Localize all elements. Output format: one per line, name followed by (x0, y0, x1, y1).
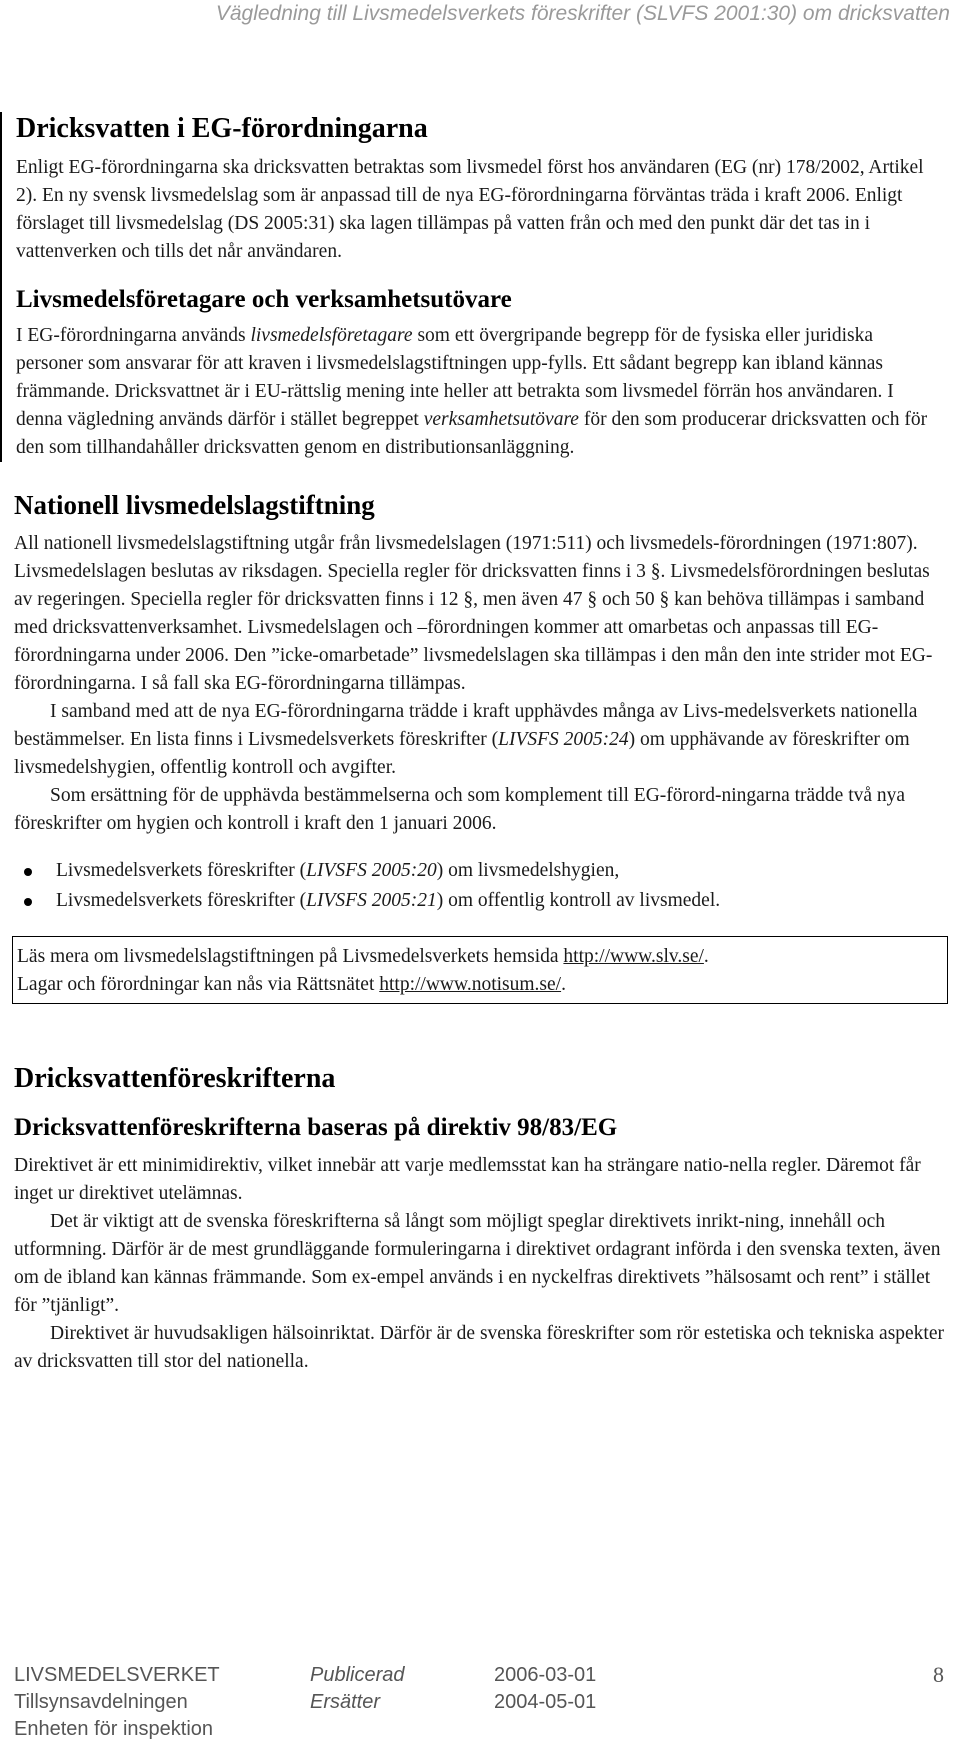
text-run: I EG-förordningarna används (16, 325, 251, 346)
section-eg-regulations (0, 112, 944, 462)
department: Tillsynsavdelningen (14, 1691, 188, 1713)
section-title: Nationell livsmedelslagstiftning (14, 490, 375, 520)
text-run: I samband med att de nya EG-förordningarna trädde i kraft upphävdes många av Livs-medelsverkets nationella bestämmelser. En lista finns i Livsmedelsverkets föreskrifter ( (14, 701, 918, 750)
published-label: Publicerad (310, 1664, 405, 1686)
page-number: 8 (933, 1662, 944, 1687)
bullet-icon (24, 868, 32, 876)
bullet-list (14, 856, 944, 916)
running-header (0, 2, 960, 26)
paragraph: Som ersättning för de upphävda bestämmelserna och som komplement till EG-förord-ningarna trädde två nya föreskrifter om hygien och kontroll i kraft den 1 januari 2006. (14, 785, 906, 834)
replaces-label: Ersätter (310, 1691, 381, 1713)
running-title: Vägledning till Livsmedelsverkets föreskrifter (SLVFS 2001:30) om dricksvatten (215, 2, 950, 25)
section-title: Dricksvatten i EG-förordningarna (16, 113, 428, 144)
bullet-icon (24, 898, 32, 906)
paragraph (16, 322, 944, 462)
text-run: ) om upphävande av föreskrifter om livsmedelshygien, offentlig kontroll och avgifter. (14, 729, 910, 778)
main-content (14, 112, 944, 1376)
slv-link[interactable]: http://www.slv.se/ (563, 946, 704, 967)
info-box (12, 936, 948, 1004)
info-line: Läs mera om livsmedelslagstiftningen på Livsmedelsverkets hemsida http://www.slv.se/. (17, 946, 709, 967)
page-footer (14, 1662, 944, 1748)
section-title: Livsmedelsföretagare och verksamhetsutövare (16, 286, 512, 313)
paragraph: Enligt EG-förordningarna ska dricksvatten betraktas som livsmedel först hos användaren (EG (nr) 178/2002, Artikel 2). En ny svensk livsmedelslag som är anpassad till de nya EG-förordningarna förväntas träda i kraft 2006. Enligt förslaget till livsmedelslag (DS 2005:31) ska lagen tillämpas på vatten från och med den punkt där det tas in i vattenverken och tills det når användaren. (16, 157, 924, 262)
paragraph: Direktivet är huvudsakligen hälsoinriktat. Därför är de svenska föreskrifter som rör estetiska och tekniska aspekter av dricksvatten till stor del nationella. (14, 1323, 945, 1372)
footer-dates (494, 1662, 596, 1716)
footer-org-block (14, 1662, 220, 1743)
section-title: Dricksvattenföreskrifterna baseras på direktiv 98/83/EG (14, 1114, 618, 1141)
org-name: LIVSMEDELSVERKET (14, 1664, 220, 1686)
notisum-link[interactable]: http://www.notisum.se/ (379, 974, 562, 995)
emphasis-term: LIVSFS 2005:24 (498, 729, 629, 750)
list-item: Livsmedelsverkets föreskrifter (LIVSFS 2005:21) om offentlig kontroll av livsmedel. (14, 886, 944, 916)
section-title: Dricksvattenföreskrifterna (14, 1063, 336, 1094)
footer-labels (310, 1662, 405, 1716)
paragraph: Det är viktigt att de svenska föreskrifterna så långt som möjligt speglar direktivets inrikt-ning, innehåll och utformning. Därför är de mest grundläggande formuleringarna i direktivet ordagrant införda i den svenska texten, även om de ibland kan kännas främmande. Som ex-empel används i en nyckelfras direktivets ”hälsosamt och rent” i stället för ”tjänligt”. (14, 1211, 941, 1316)
list-item: Livsmedelsverkets föreskrifter (LIVSFS 2005:20) om livsmedelshygien, (14, 856, 944, 886)
paragraph: All nationell livsmedelslagstiftning utgår från livsmedelslagen (1971:511) och livsmedels-förordningen (1971:807). Livsmedelslagen beslutas av riksdagen. Speciella regler för dricksvatten finns i 3 §. Livsmedelsförordningen beslutas av regeringen. Speciella regler för dricksvatten finns i 12 §, men även 47 § och 50 § kan behöva tillämpas i samband med dricksvattenverksamhet. Livsmedelslagen och –förordningen kommer att omarbetas och anpassas till EG-förordningarna under 2006. Den ”icke-omarbetade” livsmedelslagen ska tillämpas i den mån den inte strider mot EG-förordningarna. I så fall ska EG-förordningarna tillämpas. (14, 533, 933, 694)
info-line: Lagar och förordningar kan nås via Rättsnätet http://www.notisum.se/. (17, 974, 566, 995)
text-run: som ett övergripande begrepp för de fysiska eller juridiska personer som ansvarar för att kraven i livsmedelslagstiftningen upp-fylls. Ett sådant begrepp kan ibland kännas främmande. Dricksvattnet är i EU-rättslig mening inte heller att betrakta som livsmedel förrän hos användaren. I denna vägledning används därför i stället begreppet (16, 325, 894, 430)
replaces-date: 2004-05-01 (494, 1691, 597, 1713)
paragraph: Direktivet är ett minimidirektiv, vilket innebär att varje medlemsstat kan ha strängare natio-nella regler. Däremot får inget ur direktivet utelämnas. (14, 1155, 921, 1204)
paragraph (14, 698, 944, 782)
emphasis-term: livsmedelsföretagare (250, 325, 413, 346)
published-date: 2006-03-01 (494, 1664, 597, 1686)
text-run: för den som producerar dricksvatten och för den som tillhandahåller dricksvatten genom en distributionsanläggning. (16, 409, 928, 458)
emphasis-term: verksamhetsutövare (423, 409, 579, 430)
unit: Enheten för inspektion (14, 1718, 214, 1740)
